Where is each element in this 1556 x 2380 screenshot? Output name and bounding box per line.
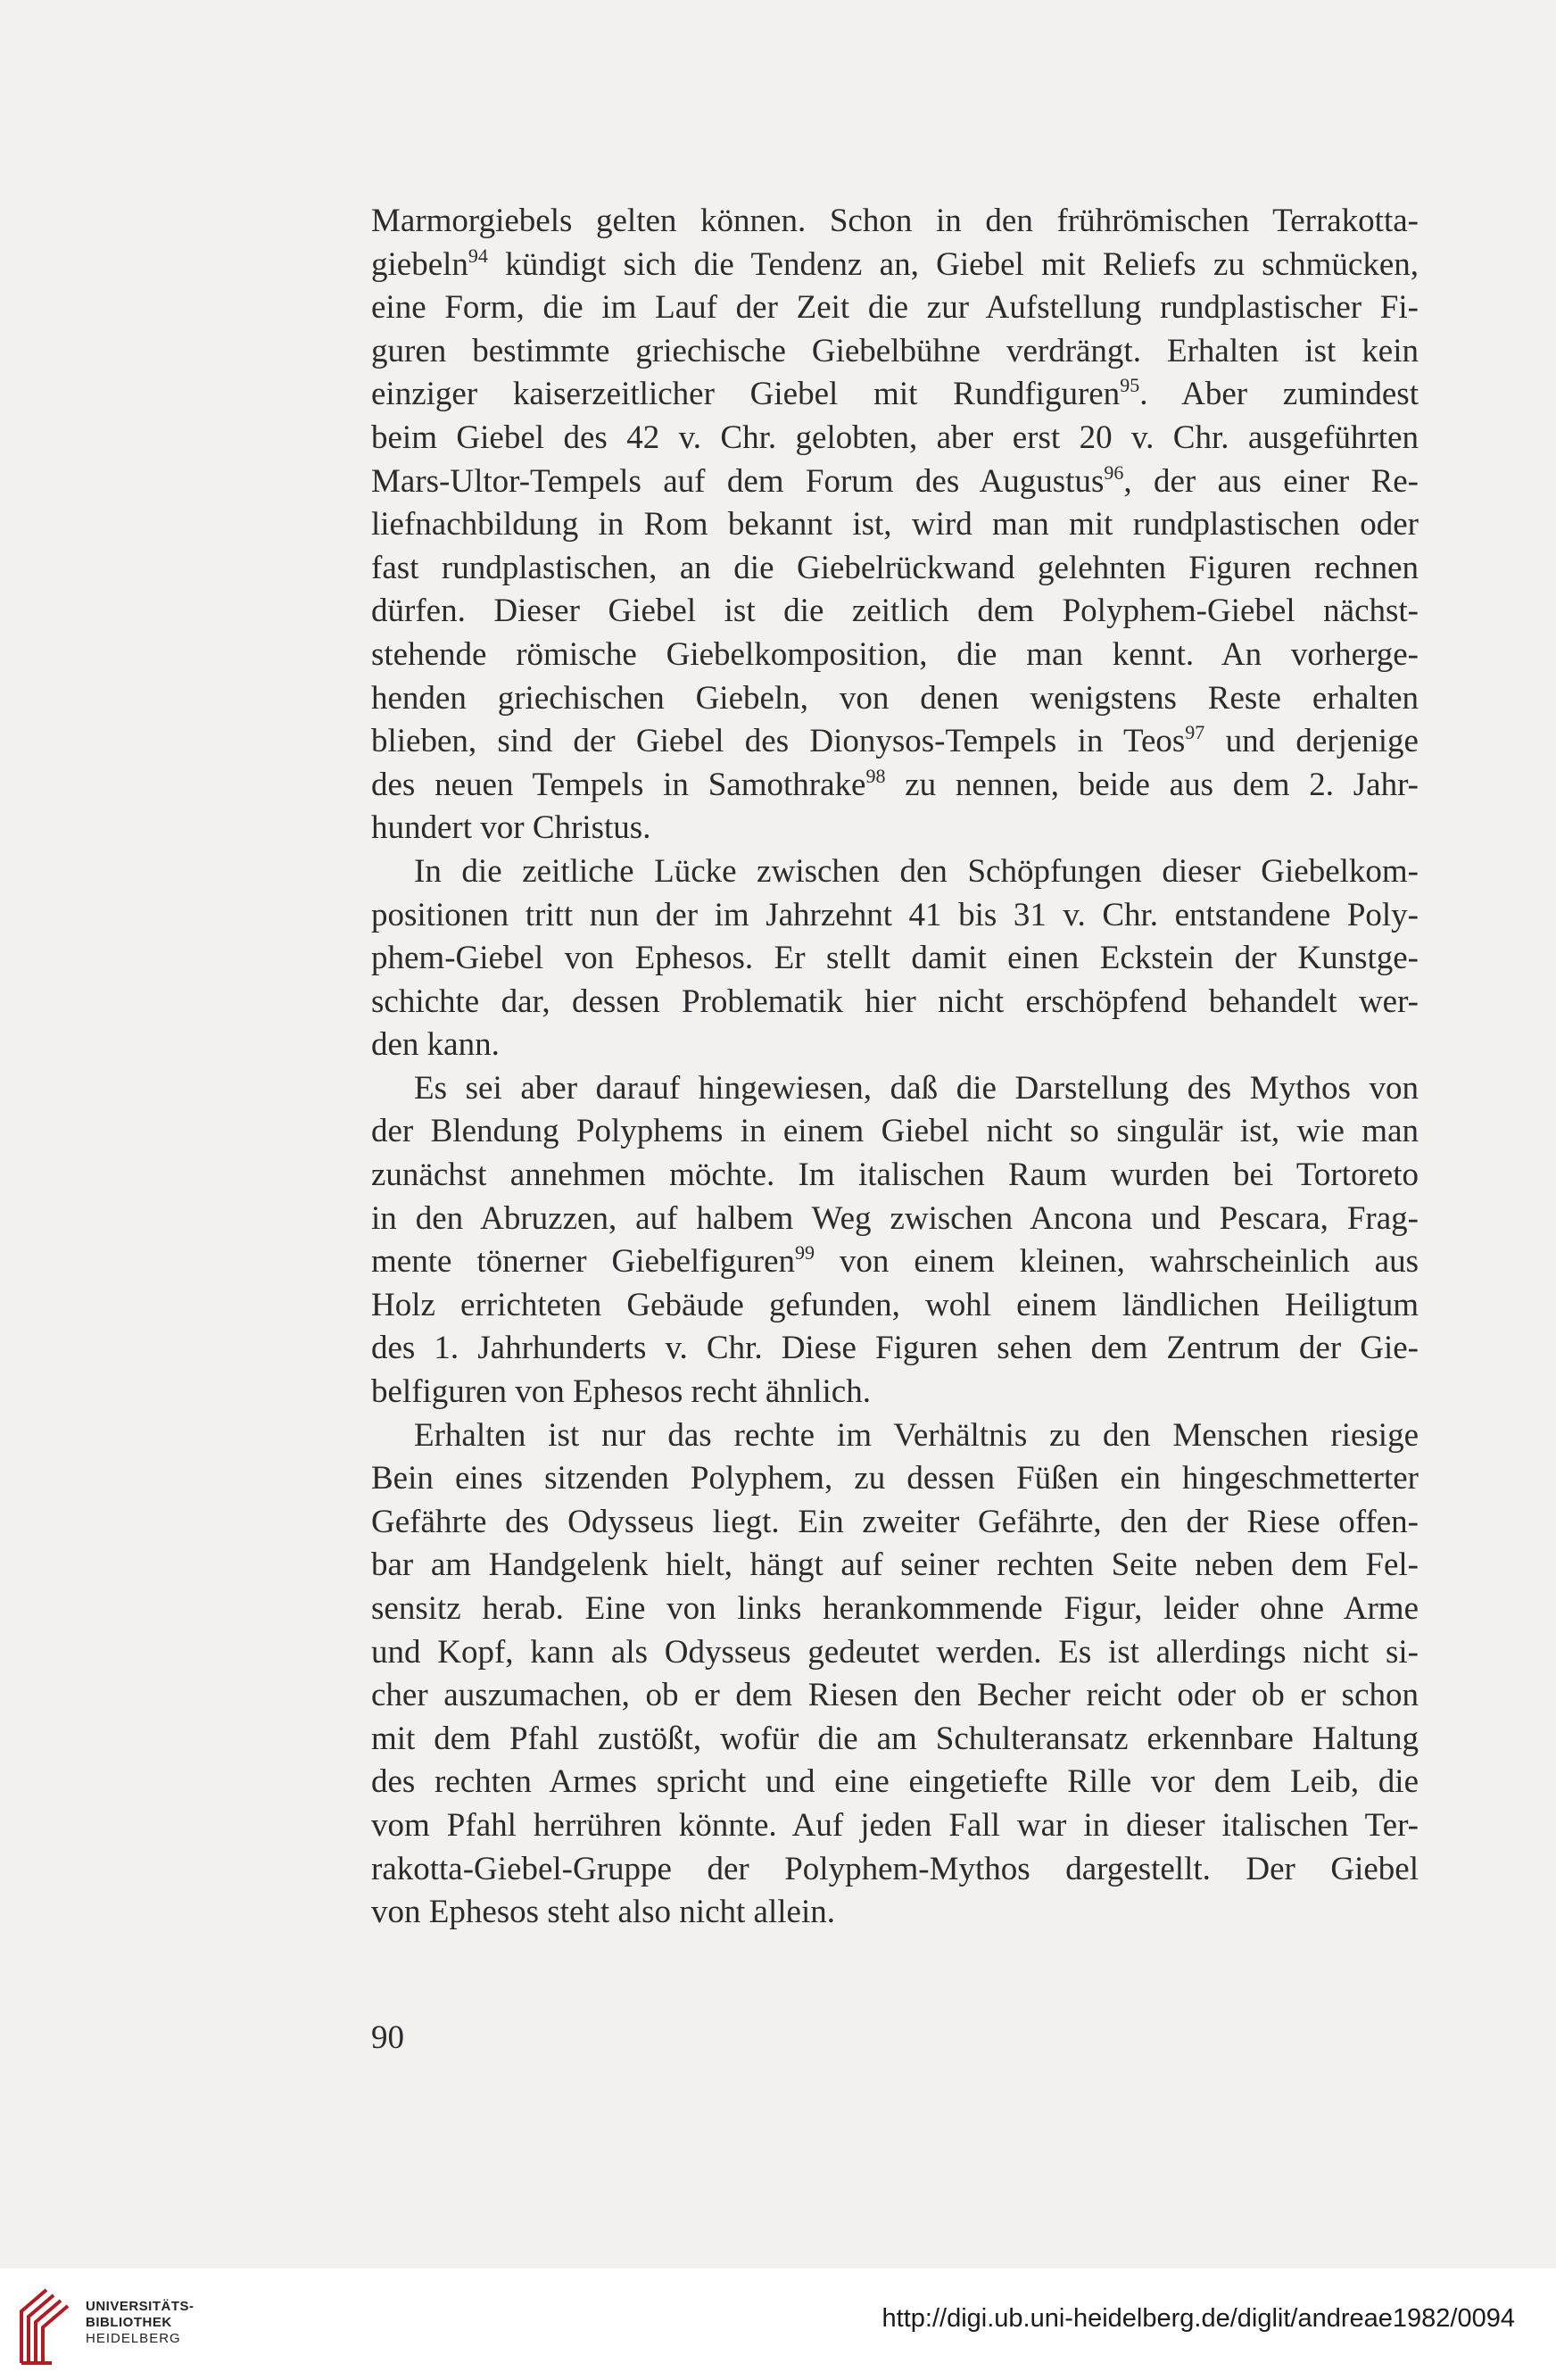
text-line: schichte dar, dessen Problematik hier nicht erschöpfend behandelt wer- — [371, 983, 1419, 1020]
text-line: des rechten Armes spricht und eine eingetiefte Rille vor dem Leib, die — [371, 1763, 1419, 1801]
text-line — [371, 244, 1419, 287]
text-line — [371, 373, 1419, 417]
text-line: guren bestimmte griechische Giebelbühne verdrängt. Erhalten ist kein — [371, 332, 1419, 369]
text-line: eine Form, die im Lauf der Zeit die zur Aufstellung rundplastischer Fi- — [371, 289, 1419, 327]
library-name — [86, 2299, 194, 2347]
text-line: cher auszumachen, ob er dem Riesen den Becher reicht oder ob er schon — [371, 1677, 1419, 1714]
text-line: Erhalten ist nur das rechte im Verhältnis zu den Menschen riesige — [414, 1416, 1419, 1454]
text-line: Bein eines sitzenden Polyphem, zu dessen Füßen ein hingeschmetterter — [371, 1460, 1419, 1497]
text-line: fast rundplastischen, an die Giebelrückwand gelehnten Figuren rechnen — [371, 549, 1419, 586]
footer-bar — [0, 2268, 1556, 2380]
text-line: In die zeitliche Lücke zwischen den Schöpfungen dieser Giebelkom- — [414, 852, 1419, 890]
text-line: in den Abruzzen, auf halbem Weg zwischen Ancona und Pescara, Frag- — [371, 1199, 1419, 1237]
page-number: 90 — [371, 2019, 404, 2056]
text-line — [371, 1240, 1419, 1284]
source-url-link[interactable]: http://digi.ub.uni-heidelberg.de/diglit/andreae1982/0094 — [881, 2304, 1515, 2333]
footnote-reference: 98 — [865, 764, 886, 787]
text-line-part: kündigt sich die Tendenz an, Giebel mit Reliefs zu schmücken, — [487, 245, 1419, 283]
footnote-reference: 97 — [1185, 721, 1205, 744]
text-line-part: zu nennen, beide aus dem 2. Jahr- — [885, 766, 1419, 803]
text-line: bar am Handgelenk hielt, hängt auf seiner rechten Seite neben dem Fel- — [371, 1547, 1419, 1584]
text-line-part: . Aber zumindest — [1139, 376, 1419, 413]
text-line: liefnachbildung in Rom bekannt ist, wird man mit rundplastischen oder — [371, 506, 1419, 543]
text-line-part: einziger kaiserzeitlicher Giebel mit Rundfiguren — [371, 376, 1121, 413]
text-line: henden griechischen Giebeln, von denen wenigstens Reste erhalten — [371, 679, 1419, 717]
text-line: hundert vor Christus. — [371, 809, 651, 847]
text-line: stehende römische Giebelkomposition, die man kennt. An vorherge- — [371, 635, 1419, 673]
text-line: Gefährte des Odysseus liegt. Ein zweiter Gefährte, den der Riese offen- — [371, 1503, 1419, 1540]
text-line: belfiguren von Ephesos recht ähnlich. — [371, 1373, 871, 1411]
text-line: phem-Giebel von Ephesos. Er stellt damit einen Eckstein der Kunstge- — [371, 940, 1419, 977]
text-line: beim Giebel des 42 v. Chr. gelobten, aber erst 20 v. Chr. ausgeführten — [371, 419, 1419, 456]
footnote-reference: 94 — [468, 244, 488, 267]
text-line: mit dem Pfahl zustößt, wofür die am Schulteransatz erkennbare Haltung — [371, 1720, 1419, 1757]
footnote-reference: 96 — [1104, 460, 1124, 484]
text-line-part: blieben, sind der Giebel des Dionysos-Tempels in Teos — [371, 723, 1186, 760]
text-line: des 1. Jahrhunderts v. Chr. Diese Figuren sehen dem Zentrum der Gie- — [371, 1330, 1419, 1367]
text-line: der Blendung Polyphems in einem Giebel nicht so singulär ist, wie man — [371, 1113, 1419, 1150]
text-line: und Kopf, kann als Odysseus gedeutet werden. Es ist allerdings nicht si- — [371, 1633, 1419, 1671]
library-name-line-1: UNIVERSITÄTS- — [86, 2299, 194, 2314]
text-line: vom Pfahl herrühren könnte. Auf jeden Fall war in dieser italischen Ter- — [371, 1806, 1419, 1844]
text-line-part: Mars-Ultor-Tempels auf dem Forum des Augustus — [371, 462, 1105, 500]
text-line-part: giebeln — [371, 245, 468, 283]
text-line: zunächst annehmen möchte. Im italischen Raum wurden bei Tortoreto — [371, 1157, 1419, 1194]
library-name-line-3: HEIDELBERG — [86, 2331, 181, 2346]
text-line-part: von einem kleinen, wahrscheinlich aus — [815, 1243, 1419, 1281]
text-line — [371, 460, 1419, 504]
text-line: rakotta-Giebel-Gruppe der Polyphem-Mythos dargestellt. Der Giebel — [371, 1850, 1419, 1887]
footnote-reference: 99 — [795, 1241, 815, 1265]
body-text — [371, 200, 1419, 1935]
text-line-part: , der aus einer Re- — [1123, 462, 1419, 500]
text-line: Es sei aber darauf hingewiesen, daß die Darstellung des Mythos von — [414, 1069, 1419, 1107]
text-line-part: und derjenige — [1204, 723, 1419, 760]
text-line-part: mente tönerner Giebelfiguren — [371, 1243, 795, 1281]
text-line: den kann. — [371, 1026, 500, 1064]
text-line: Marmorgiebels gelten können. Schon in den frührömischen Terrakotta- — [371, 203, 1419, 239]
text-line: von Ephesos steht also nicht allein. — [371, 1894, 835, 1931]
text-line-part: des neuen Tempels in Samothrake — [371, 766, 866, 803]
text-line — [371, 764, 1419, 808]
library-name-line-2: BIBLIOTHEK — [86, 2315, 172, 2330]
footnote-reference: 95 — [1120, 374, 1140, 397]
university-library-logo-icon — [12, 2286, 75, 2367]
text-line: sensitz herab. Eine von links herankommende Figur, leider ohne Arme — [371, 1590, 1419, 1627]
text-line: Holz errichteten Gebäude gefunden, wohl einem ländlichen Heiligtum — [371, 1286, 1419, 1323]
text-line: positionen tritt nun der im Jahrzehnt 41 bis 31 v. Chr. entstandene Poly- — [371, 896, 1419, 933]
text-line: dürfen. Dieser Giebel ist die zeitlich dem Polyphem-Giebel nächst- — [371, 593, 1419, 630]
text-line — [371, 720, 1419, 764]
